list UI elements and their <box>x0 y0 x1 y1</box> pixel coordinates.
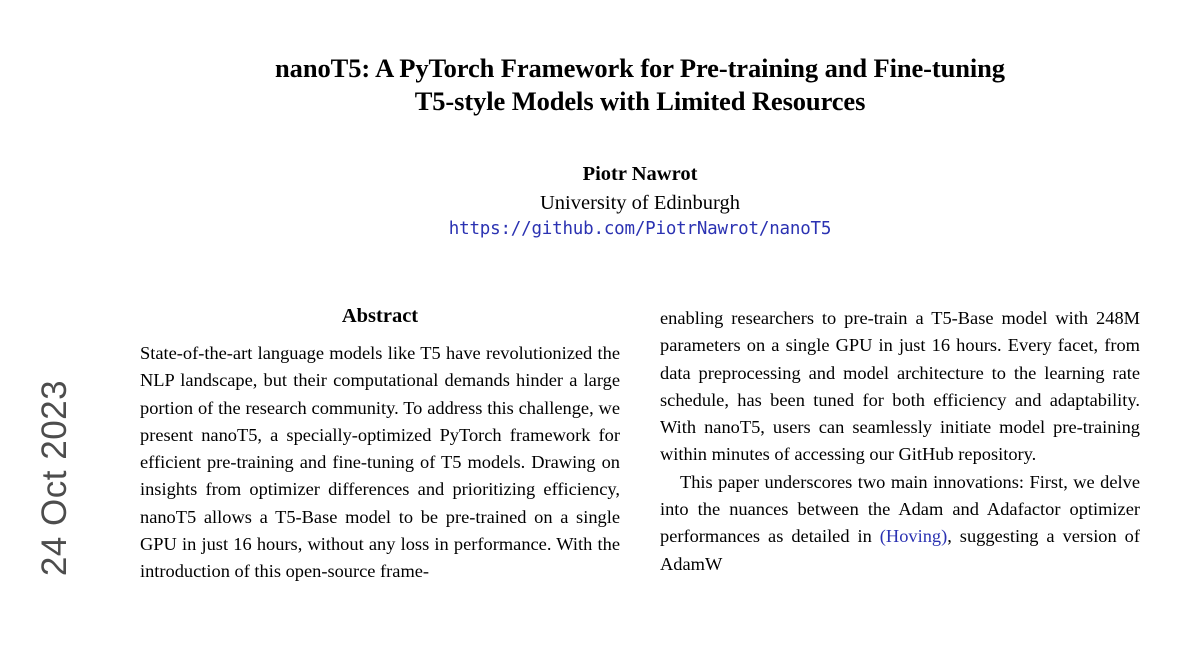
left-column <box>140 305 620 586</box>
author-block <box>140 160 1140 239</box>
paper-title-line-1: nanoT5: A PyTorch Framework for Pre-training and Fine-tuning <box>275 53 1005 83</box>
abstract-paragraph: State-of-the-art language models like T5 have revolutionized the NLP landscape, but their computational demands hinder a large portion of the research community. To address this challenge, we present nanoT5, a specially-optimized PyTorch framework for efficient pre-training and fine-tuning of T5 models. Drawing on insights from optimizer differences and prioritizing efficiency, nanoT5 allows a T5-Base model to be pre-trained on a single GPU in just 16 hours, without any loss in performance. With the introduction of this open-source frame- <box>140 343 620 582</box>
repository-link[interactable]: https://github.com/PiotrNawrot/nanoT5 <box>448 219 832 239</box>
side-stamp-date: 24 Oct 2023 <box>35 379 75 577</box>
arxiv-side-stamp <box>10 0 100 648</box>
paper-title <box>140 52 1140 118</box>
two-column-body <box>140 305 1140 586</box>
right-column-paragraph-2 <box>660 469 1140 578</box>
paper-content <box>140 0 1140 648</box>
paragraph-text-before-citation: This paper underscores two main innovations: First, we delve into the nuances between the Adam and Adafactor optimizer performances as detailed in <box>660 471 1140 547</box>
paragraph-text-after-citation: , suggesting a version of AdamW <box>660 526 1140 574</box>
right-column <box>660 305 1140 586</box>
right-column-paragraph-1: enabling researchers to pre-train a T5-Base model with 248M parameters on a single GPU in just 16 hours. Every facet, from data preprocessing and model architecture to the learning rate schedule, has been tuned for both efficiency and adaptability. With nanoT5, users can seamlessly initiate model pre-training within minutes of accessing our GitHub repository. <box>660 308 1140 465</box>
paper-title-line-2: T5-style Models with Limited Resources <box>414 86 866 116</box>
author-affiliation: University of Edinburgh <box>539 192 741 214</box>
abstract-heading: Abstract <box>341 305 419 327</box>
author-name: Piotr Nawrot <box>582 163 698 185</box>
citation-link[interactable]: (Hoving) <box>879 526 948 547</box>
